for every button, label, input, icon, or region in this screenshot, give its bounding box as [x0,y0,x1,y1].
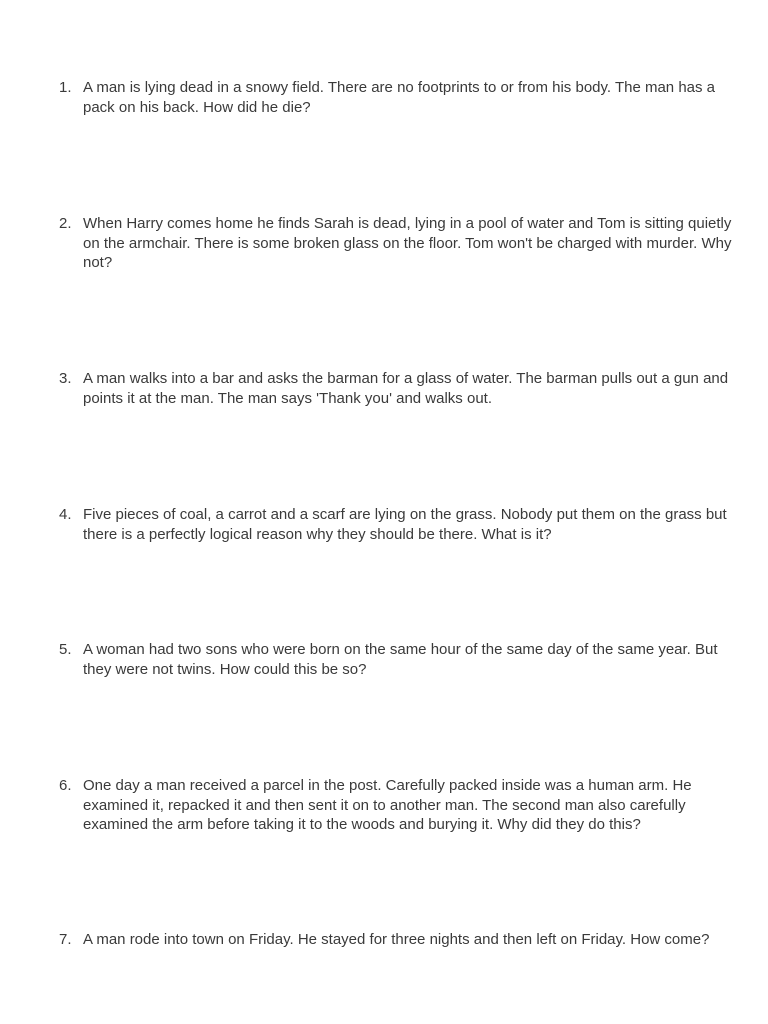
list-item [59,369,735,408]
item-number: 5. [59,641,72,658]
list-item [59,214,735,273]
list-item [59,640,735,679]
item-text: A man rode into town on Friday. He stayed for three nights and then left on Friday. How come? [83,931,710,948]
item-number: 4. [59,506,72,523]
item-text: A man walks into a bar and asks the barman for a glass of water. The barman pulls out a gun and points it at the man. The man says 'Thank you' and walks out. [83,370,729,407]
item-number: 6. [59,777,72,794]
list-item [59,78,735,117]
item-text: A woman had two sons who were born on the same hour of the same day of the same year. But they were not twins. How could this be so? [83,641,718,678]
list-item [59,776,735,835]
item-number: 7. [59,931,72,948]
item-text: One day a man received a parcel in the post. Carefully packed inside was a human arm. He examined it, repacked it and then sent it on to another man. The second man also carefully examined the arm before taking it to the woods and burying it. Why did they do this? [83,777,692,833]
item-number: 2. [59,215,72,232]
list-item [59,505,735,544]
item-text: Five pieces of coal, a carrot and a scarf are lying on the grass. Nobody put them on the grass but there is a perfectly logical reason why they should be there. What is it? [83,506,727,543]
list-item [59,930,735,950]
item-text: When Harry comes home he finds Sarah is dead, lying in a pool of water and Tom is sitting quietly on the armchair. There is some broken glass on the floor. Tom won't be charged with murder. Why not? [83,215,732,271]
item-number: 3. [59,370,72,387]
item-text: A man is lying dead in a snowy field. There are no footprints to or from his body. The man has a pack on his back. How did he die? [83,79,716,116]
item-number: 1. [59,79,72,96]
